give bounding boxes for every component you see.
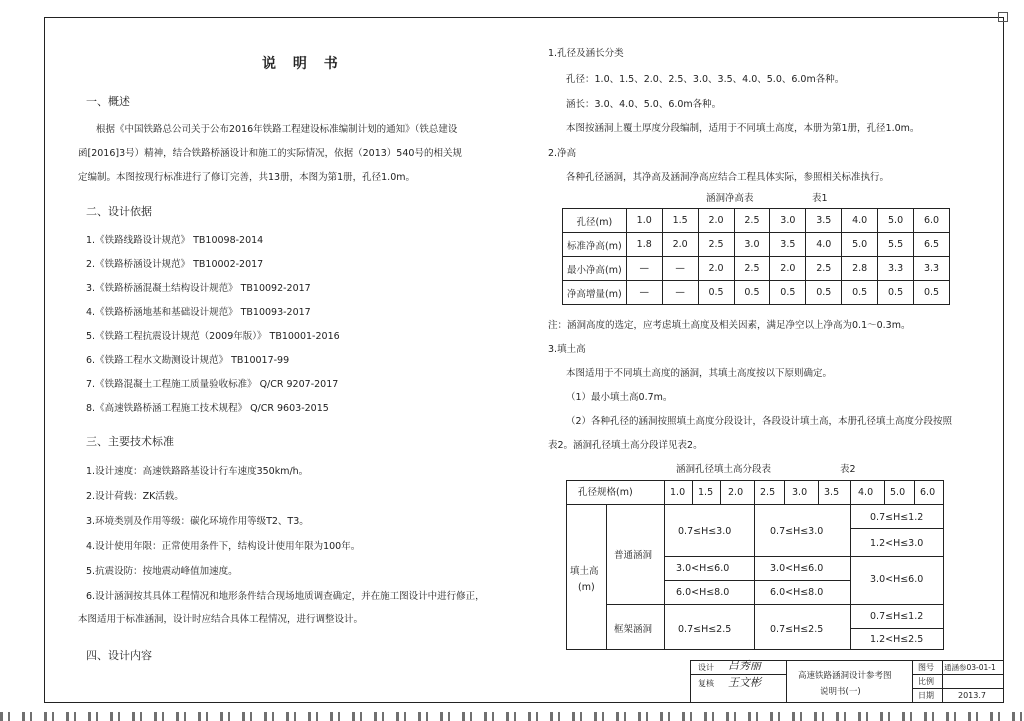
sheet-name: 说明书(一) — [820, 687, 861, 697]
table-header-cell: 5.0 — [890, 487, 906, 498]
divider — [784, 480, 785, 504]
table-header-cell: 2.0 — [728, 487, 744, 498]
divider — [942, 660, 943, 703]
divider — [664, 556, 850, 557]
table-header-cell: 孔径规格(m) — [578, 487, 633, 498]
table-header-cell: 2.5 — [760, 487, 776, 498]
table-1-title: 涵洞净高表 — [706, 193, 754, 204]
list-item: 3.环境类别及作用等级：碳化环境作用等级T2、T3。 — [86, 516, 309, 527]
project-name: 高速铁路涵洞设计参考图 — [798, 671, 892, 681]
table-cell: 标准净高(m) — [563, 233, 627, 257]
table-cell: 2.5 — [734, 257, 770, 281]
table-cell: 6.0<H≤8.0 — [770, 587, 824, 598]
table-header-cell: 6.0 — [920, 487, 936, 498]
divider — [606, 504, 607, 650]
list-item: 4.《铁路桥涵地基和基础设计规范》 TB10093-2017 — [86, 307, 311, 318]
paragraph-line: 孔径：1.0、1.5、2.0、2.5、3.0、3.5、4.0、5.0、6.0m各种。 — [566, 74, 845, 85]
table-row — [563, 257, 950, 281]
table-cell: 0.5 — [878, 281, 914, 305]
divider — [850, 556, 944, 557]
table-cell: 5.5 — [878, 233, 914, 257]
table-cell: 3.0<H≤6.0 — [770, 563, 824, 574]
table-2-label: 表2 — [840, 464, 856, 475]
designer-signature: 吕秀丽 — [728, 659, 761, 672]
list-item: 4.设计使用年限：正常使用条件下，结构设计使用年限为100年。 — [86, 541, 361, 552]
list-item: 本图适用于标准涵洞，设计时应结合具体工程情况，进行调整设计。 — [78, 614, 364, 625]
table-cell: 6.0<H≤8.0 — [676, 587, 730, 598]
table-header-cell: 3.0 — [792, 487, 808, 498]
table-header-cell: 1.0 — [670, 487, 686, 498]
divider — [786, 660, 787, 703]
section-3-heading: 三、主要技术标准 — [86, 435, 174, 448]
section-1-heading: 一、概述 — [86, 95, 130, 108]
date-label: 日期 — [918, 691, 934, 700]
table-cell: 3.3 — [878, 257, 914, 281]
table-cell: 2.8 — [842, 257, 878, 281]
divider — [720, 480, 721, 504]
table-cell: — — [626, 257, 662, 281]
paragraph-line: 函[2016]3号）精神，结合铁路桥涵设计和施工的实际情况，依据（2013）540号的相关规 — [78, 148, 462, 159]
table-cell: 孔径(m) — [563, 209, 627, 233]
table-cell: 1.2<H≤3.0 — [870, 538, 924, 549]
checker-signature: 王文彬 — [728, 676, 761, 689]
divider — [754, 480, 755, 650]
divider — [912, 660, 913, 703]
table-group-label: 普通涵洞 — [614, 550, 653, 561]
divider — [912, 674, 1004, 675]
divider — [850, 628, 944, 629]
list-item: 1.设计速度：高速铁路路基设计行车速度350km/h。 — [86, 466, 309, 477]
table-side-label: 填土高 — [570, 566, 599, 577]
list-item: 5.抗震设防：按地震动峰值加速度。 — [86, 566, 238, 577]
table-group-label: 框架涵洞 — [614, 624, 653, 635]
table-cell: 3.0 — [770, 209, 806, 233]
table-cell: 5.0 — [878, 209, 914, 233]
table-cell: 0.7≤H≤2.5 — [770, 624, 824, 635]
divider — [884, 480, 885, 504]
table-cell: 3.0<H≤6.0 — [676, 563, 730, 574]
checker-label: 复核 — [698, 679, 714, 688]
table-cell: 5.0 — [842, 233, 878, 257]
table-cell: 4.0 — [842, 209, 878, 233]
list-item: 6.设计涵洞按其具体工程情况和地形条件结合现场地质调查确定，并在施工图设计中进行修正， — [86, 591, 485, 602]
divider — [690, 674, 786, 675]
table-cell: 0.5 — [806, 281, 842, 305]
table-cell: 2.5 — [734, 209, 770, 233]
date: 2013.7 — [958, 691, 986, 700]
table-cell: 1.2<H≤2.5 — [870, 634, 924, 645]
table-row — [563, 281, 950, 305]
divider — [692, 480, 693, 504]
table-cell: 1.8 — [626, 233, 662, 257]
table-2-title: 涵洞孔径填土高分段表 — [676, 464, 772, 475]
table-cell: 0.7≤H≤3.0 — [678, 526, 732, 537]
divider — [566, 504, 944, 505]
table-header-cell: 4.0 — [858, 487, 874, 498]
table-cell: 净高增量(m) — [563, 281, 627, 305]
table-cell: 6.0 — [914, 209, 950, 233]
paragraph-line: （2）各种孔径的涵洞按照填土高度分段设计，各段设计填土高，本册孔径填土高度分段按照 — [566, 416, 953, 427]
divider — [664, 580, 850, 581]
table-row — [563, 233, 950, 257]
divider — [912, 688, 1004, 689]
paragraph-line: 定编制。本图按现行标准进行了修订完善，共13册，本图为第1册，孔径1.0m。 — [78, 172, 415, 183]
table-cell: 0.7≤H≤2.5 — [678, 624, 732, 635]
divider — [850, 528, 944, 529]
table-cell: 6.5 — [914, 233, 950, 257]
paragraph-line: 各种孔径涵洞，其净高及涵洞净高应结合工程具体实际，参照相关标准执行。 — [566, 172, 890, 183]
list-item: 1.《铁路线路设计规范》 TB10098-2014 — [86, 235, 264, 246]
list-item: 5.《铁路工程抗震设计规范（2009年版）》 TB10001-2016 — [86, 331, 340, 342]
page-title: 说 明 书 — [262, 56, 344, 72]
table-cell: 0.7≤H≤1.2 — [870, 512, 924, 523]
subheading: 1.孔径及涵长分类 — [548, 48, 624, 59]
paragraph-line: 本图适用于不同填土高度的涵洞，其填土高度按以下原则确定。 — [566, 368, 833, 379]
paragraph-line: 表2。涵洞孔径填土高分段详见表2。 — [548, 440, 703, 451]
table-1-label: 表1 — [812, 193, 828, 204]
table-cell: 2.0 — [698, 257, 734, 281]
paragraph-line: （1）最小填土高0.7m。 — [566, 392, 673, 403]
table-cell: 0.5 — [698, 281, 734, 305]
table-cell: — — [662, 281, 698, 305]
list-item: 7.《铁路混凝土工程施工质量验收标准》 Q/CR 9207-2017 — [86, 379, 339, 390]
table-cell: 4.0 — [806, 233, 842, 257]
table-side-unit: (m) — [578, 582, 595, 593]
table-cell: 2.0 — [698, 209, 734, 233]
drawing-number-label: 图号 — [918, 663, 934, 672]
table-cell: 0.5 — [734, 281, 770, 305]
table-header-cell: 1.5 — [698, 487, 714, 498]
table-cell: 最小净高(m) — [563, 257, 627, 281]
table-cell: 0.7≤H≤3.0 — [770, 526, 824, 537]
table-cell: 2.0 — [770, 257, 806, 281]
list-item: 2.设计荷载：ZK活载。 — [86, 491, 184, 502]
table-cell: 0.5 — [770, 281, 806, 305]
table-header-cell: 3.5 — [824, 487, 840, 498]
list-item: 6.《铁路工程水文勘测设计规范》 TB10017-99 — [86, 355, 290, 366]
list-item: 8.《高速铁路桥涵工程施工技术规程》 Q/CR 9603-2015 — [86, 403, 329, 414]
subheading: 3.填土高 — [548, 344, 586, 355]
designer-label: 设计 — [698, 663, 714, 672]
scan-edge — [0, 712, 1024, 721]
table-note: 注：涵洞高度的选定，应考虑填土高度及相关因素，满足净空以上净高为0.1～0.3m。 — [548, 320, 911, 331]
corner-mark — [998, 12, 1008, 22]
list-item: 3.《铁路桥涵混凝土结构设计规范》 TB10092-2017 — [86, 283, 311, 294]
table-cell: 3.5 — [770, 233, 806, 257]
table-cell: 1.5 — [662, 209, 698, 233]
paragraph-line: 根据《中国铁路总公司关于公布2016年铁路工程建设标准编制计划的通知》（铁总建设 — [96, 124, 458, 135]
paragraph-line: 本图按涵洞上覆土厚度分段编制，适用于不同填土高度，本册为第1册，孔径1.0m。 — [566, 123, 920, 134]
divider — [664, 480, 665, 650]
divider — [818, 480, 819, 504]
table-cell: 0.5 — [914, 281, 950, 305]
list-item: 2.《铁路桥涵设计规范》 TB10002-2017 — [86, 259, 264, 270]
table-cell: 3.3 — [914, 257, 950, 281]
table-cell: 2.5 — [698, 233, 734, 257]
divider — [606, 604, 944, 605]
table-cell: — — [662, 257, 698, 281]
divider — [914, 480, 915, 504]
table-cell: 3.0<H≤6.0 — [870, 574, 924, 585]
section-4-heading: 四、设计内容 — [86, 649, 152, 662]
section-2-heading: 二、设计依据 — [86, 205, 152, 218]
table-cell: 0.7≤H≤1.2 — [870, 611, 924, 622]
drawing-number: 通涵参03-01-1 — [944, 663, 996, 672]
paragraph-line: 涵长：3.0、4.0、5.0、6.0m各种。 — [566, 99, 722, 110]
table-cell: 0.5 — [842, 281, 878, 305]
table-row — [563, 209, 950, 233]
clearance-table — [562, 208, 950, 305]
table-cell: 1.0 — [626, 209, 662, 233]
divider — [850, 480, 851, 650]
scale-label: 比例 — [918, 677, 934, 686]
table-cell: 3.0 — [734, 233, 770, 257]
table-cell: — — [626, 281, 662, 305]
table-cell: 2.0 — [662, 233, 698, 257]
table-cell: 3.5 — [806, 209, 842, 233]
subheading: 2.净高 — [548, 148, 577, 159]
table-cell: 2.5 — [806, 257, 842, 281]
